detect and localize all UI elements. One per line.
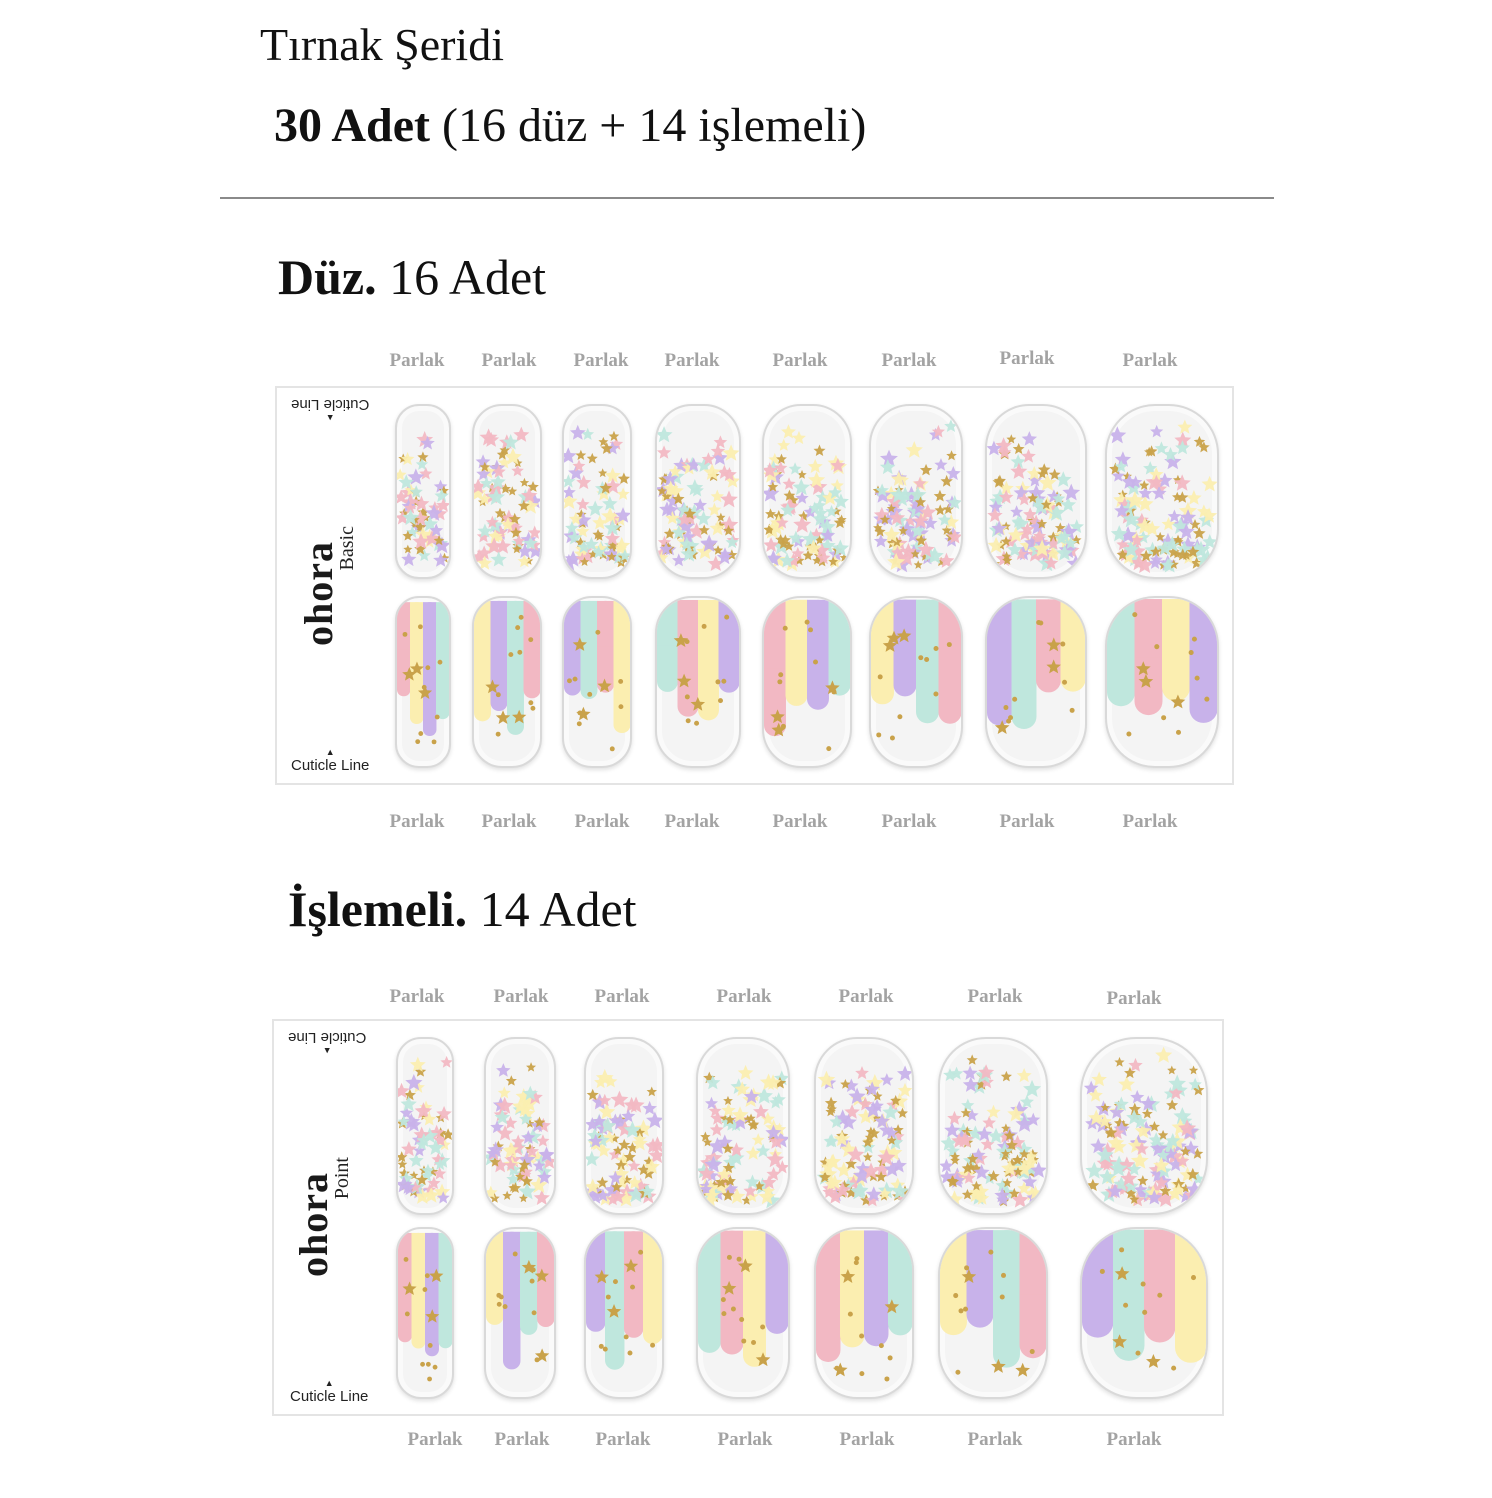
arrow-up-icon: ▲: [324, 1378, 334, 1388]
glossy-label: Parlak: [717, 1429, 773, 1450]
nail-tip-stripes: [938, 1227, 1048, 1399]
arrow-up-icon: ▲: [325, 747, 335, 757]
nail-tip-stripes: [655, 596, 741, 768]
glossy-label: Parlak: [594, 986, 650, 1007]
nail-tip-stars: [1105, 404, 1219, 579]
glossy-label: Parlak: [494, 1429, 550, 1450]
nail-tip-stars: [396, 1037, 454, 1215]
glossy-label: Parlak: [481, 811, 537, 832]
glossy-labels-top-point: [0, 986, 1492, 1010]
cuticle-line-label-bottom: ▲ Cuticle Line: [290, 1378, 369, 1405]
glossy-label: Parlak: [881, 811, 937, 832]
nail-tip-stars: [869, 404, 963, 579]
glossy-label: Parlak: [1122, 350, 1178, 371]
glossy-label: Parlak: [772, 811, 828, 832]
section-title-embellished-count: 14 Adet: [467, 881, 637, 937]
nail-tip-stars: [562, 404, 632, 579]
glossy-label: Parlak: [389, 350, 445, 371]
product-line-label: Basic: [336, 526, 358, 571]
cuticle-line-label-top: ▲ Cuticle Line: [291, 396, 370, 423]
cuticle-line-label-bottom: ▲ Cuticle Line: [291, 747, 370, 774]
nail-tip-stars: [696, 1037, 790, 1215]
section-title-embellished-bold: İşlemeli.: [288, 881, 468, 937]
glossy-label: Parlak: [389, 986, 445, 1007]
glossy-label: Parlak: [664, 811, 720, 832]
brand-block-basic: [295, 526, 358, 646]
nail-tip-stripes: [762, 596, 852, 768]
section-title-plain: [278, 248, 546, 306]
header-divider: [220, 197, 1274, 199]
product-line-label: Point: [331, 1157, 353, 1200]
nail-tip-stripes: [472, 596, 542, 768]
nail-sheet-basic: [275, 386, 1234, 785]
glossy-label: Parlak: [967, 1429, 1023, 1450]
glossy-label: Parlak: [999, 348, 1055, 369]
glossy-label: Parlak: [967, 986, 1023, 1007]
total-count-bold: 30 Adet: [274, 99, 430, 152]
total-count: [274, 98, 866, 154]
nail-tip-stars: [1080, 1037, 1208, 1215]
arrow-up-icon: ▲: [322, 1046, 332, 1056]
nail-tip-stripes: [584, 1227, 664, 1399]
nail-tip-stripes: [814, 1227, 914, 1399]
glossy-labels-bottom-point: [0, 1429, 1492, 1453]
glossy-label: Parlak: [389, 811, 445, 832]
section-title-plain-bold: Düz.: [278, 249, 377, 305]
nail-tip-stars: [395, 404, 451, 579]
nail-tip-stars: [584, 1037, 664, 1215]
brand-logo: ohora: [291, 1172, 336, 1277]
nail-tip-stripes: [396, 1227, 454, 1399]
glossy-label: Parlak: [573, 350, 629, 371]
glossy-labels-top-basic: [0, 350, 1492, 374]
total-count-detail: (16 düz + 14 işlemeli): [430, 99, 867, 152]
page-title: Tırnak Şeridi: [260, 19, 504, 70]
nail-tip-stars: [484, 1037, 556, 1215]
nail-tip-stars: [938, 1037, 1048, 1215]
nail-tip-stripes: [562, 596, 632, 768]
nail-tip-stripes: [484, 1227, 556, 1399]
glossy-label: Parlak: [716, 986, 772, 1007]
nail-tip-stripes: [395, 596, 451, 768]
glossy-label: Parlak: [407, 1429, 463, 1450]
glossy-label: Parlak: [838, 986, 894, 1007]
nail-tip-stripes: [1080, 1227, 1208, 1399]
nail-tip-stripes: [696, 1227, 790, 1399]
nail-tip-stars: [472, 404, 542, 579]
glossy-label: Parlak: [595, 1429, 651, 1450]
glossy-label: Parlak: [574, 811, 630, 832]
nail-tip-stripes: [869, 596, 963, 768]
glossy-label: Parlak: [1106, 988, 1162, 1009]
section-title-plain-count: 16 Adet: [376, 249, 547, 305]
glossy-label: Parlak: [1122, 811, 1178, 832]
glossy-label: Parlak: [1106, 1429, 1162, 1450]
nail-sheet-point: [272, 1019, 1224, 1416]
glossy-label: Parlak: [772, 350, 828, 371]
section-title-embellished: [288, 880, 637, 938]
nail-tip-stars: [985, 404, 1087, 579]
arrow-up-icon: ▲: [325, 413, 335, 423]
glossy-label: Parlak: [481, 350, 537, 371]
cuticle-line-label-top: ▲ Cuticle Line: [288, 1029, 367, 1056]
nail-tip-stripes: [985, 596, 1087, 768]
glossy-label: Parlak: [839, 1429, 895, 1450]
brand-logo: ohora: [296, 541, 341, 646]
nail-tip-stars: [762, 404, 852, 579]
glossy-label: Parlak: [999, 811, 1055, 832]
nail-tip-stars: [814, 1037, 914, 1215]
nail-tip-stripes: [1105, 596, 1219, 768]
glossy-label: Parlak: [664, 350, 720, 371]
glossy-labels-bottom-basic: [0, 811, 1492, 835]
glossy-label: Parlak: [881, 350, 937, 371]
brand-block-point: [290, 1157, 353, 1277]
glossy-label: Parlak: [493, 986, 549, 1007]
nail-tip-stars: [655, 404, 741, 579]
